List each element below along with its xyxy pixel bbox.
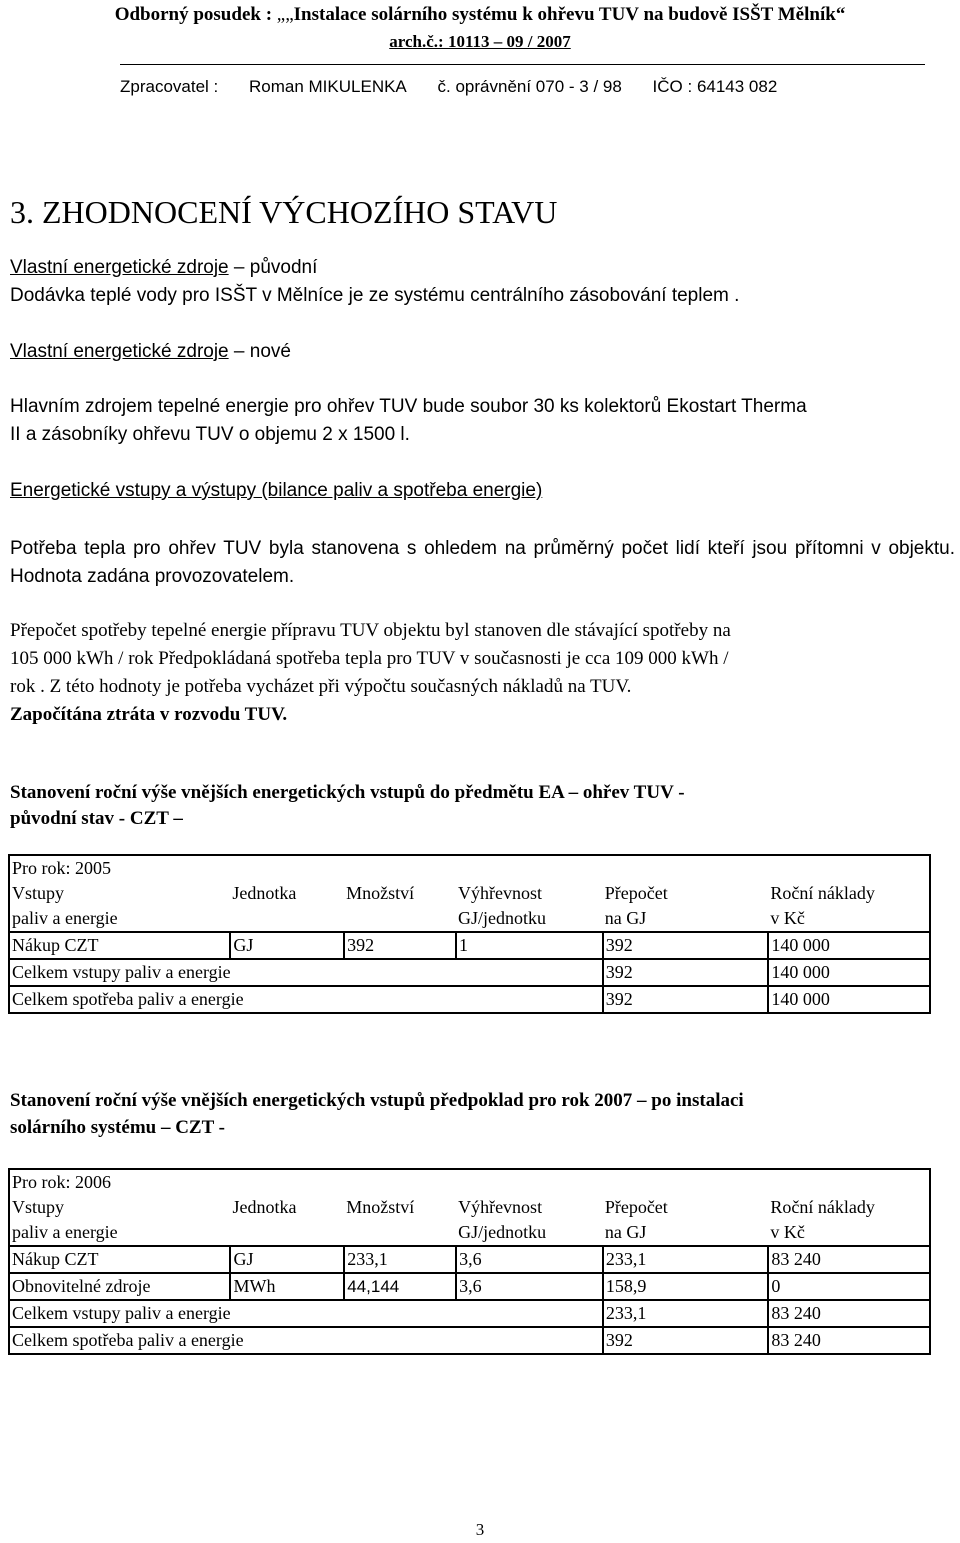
table2-col-conversion: Přepočet na GJ — [604, 1197, 668, 1242]
table-cell: 140 000 — [768, 986, 930, 1013]
sources-original-heading-text: Vlastní energetické zdroje — [10, 257, 229, 278]
table-row — [9, 1327, 930, 1354]
table-cell: 158,9 — [603, 1273, 769, 1300]
table1-heading-line2: původní stav - CZT – — [10, 808, 183, 829]
sources-original-heading — [10, 257, 317, 279]
table-row — [9, 1273, 930, 1300]
sources-new-heading-text: Vlastní energetické zdroje — [10, 341, 229, 362]
table1-col-conversion: Přepočet na GJ — [604, 883, 668, 928]
table-cell: 233,1 — [344, 1246, 456, 1273]
table2-col-calorific: Výhřevnost GJ/jednotku — [458, 1197, 547, 1242]
table-cell: 3,6 — [456, 1246, 603, 1273]
header-author-name: Roman MIKULENKA — [249, 77, 407, 96]
section-title: 3. ZHODNOCENÍ VÝCHOZÍHO STAVU — [10, 194, 558, 230]
energy-balance-heading: Energetické vstupy a výstupy (bilance paliv a spotřeba energie) — [10, 480, 543, 501]
table-cell: Nákup CZT — [9, 932, 230, 959]
table-cell: GJ — [230, 1246, 344, 1273]
table-cell: MWh — [230, 1273, 344, 1300]
table2-year-label: Pro rok: 2006 — [9, 1169, 930, 1195]
table-cell: Celkem vstupy paliv a energie — [9, 1300, 603, 1327]
table-row — [9, 1246, 930, 1273]
table1-header-row — [9, 881, 930, 932]
table1 — [8, 854, 931, 1014]
table-cell: 83 240 — [768, 1327, 930, 1354]
table2-col-annual-cost: Roční náklady v Kč — [768, 1195, 930, 1246]
table2-header-row — [9, 1195, 930, 1246]
table-row — [9, 932, 930, 959]
energy-balance-paragraph2-line1: Přepočet spotřeby tepelné energie přípravu TUV objektu byl stanoven dle stávající spotřeby na — [10, 620, 731, 641]
energy-balance-paragraph2-bold: Započítána ztráta v rozvodu TUV. — [10, 704, 288, 725]
page-number: 3 — [475, 1520, 485, 1539]
table1-year-row — [9, 855, 930, 881]
header-title-quote: „„ — [276, 4, 294, 25]
table-cell: Celkem spotřeba paliv a energie — [9, 1327, 603, 1354]
header-author-label: Zpracovatel : — [120, 77, 219, 96]
sources-new-text-line2: II a zásobníky ohřevu TUV o objemu 2 x 1500 l. — [10, 424, 410, 445]
table-cell: 392 — [603, 986, 769, 1013]
table-cell: 140 000 — [768, 932, 930, 959]
table-cell: Obnovitelné zdroje — [9, 1273, 230, 1300]
table-cell: Celkem spotřeba paliv a energie — [9, 986, 603, 1013]
table1-col-calorific: Výhřevnost GJ/jednotku — [457, 883, 546, 928]
table-cell: 3,6 — [456, 1273, 603, 1300]
sources-original-text: Dodávka teplé vody pro ISŠT v Mělníce je ze systému centrálního zásobování teplem . — [10, 285, 740, 306]
header-title-suffix: “ — [835, 4, 846, 25]
energy-balance-paragraph2-line3: rok . Z této hodnoty je potřeba vycházet při výpočtu současných nákladů na TUV. — [10, 676, 632, 697]
header-license-number: č. oprávnění 070 - 3 / 98 — [437, 77, 622, 96]
header-ico: IČO : 64143 082 — [652, 77, 778, 96]
header-author-line — [120, 77, 803, 97]
table-cell: 1 — [456, 932, 603, 959]
table-cell: 233,1 — [603, 1246, 769, 1273]
table-cell: 392 — [603, 1327, 769, 1354]
header-title-main: Instalace solárního systému k ohřevu TUV na budově ISŠT Mělník — [293, 4, 836, 25]
sources-new-heading-suffix: – nové — [233, 341, 291, 362]
table-cell: 392 — [344, 932, 456, 959]
table2-heading-line2: solárního systému – CZT - — [10, 1117, 226, 1138]
sources-new-heading — [10, 341, 291, 363]
table1-col-unit: Jednotka — [232, 883, 297, 903]
header-arch-number: arch.č.: 10113 – 09 / 2007 — [389, 32, 571, 51]
sources-original-heading-suffix: – původní — [233, 257, 318, 278]
table2-col-unit: Jednotka — [232, 1197, 297, 1217]
table-cell: Celkem vstupy paliv a energie — [9, 959, 603, 986]
table-cell: 392 — [603, 932, 769, 959]
table2-col-quantity: Množství — [346, 1197, 415, 1217]
table-cell: GJ — [230, 932, 344, 959]
table1-col-annual-cost: Roční náklady v Kč — [768, 881, 930, 932]
header-title-prefix: Odborný posudek : — [114, 4, 273, 25]
table2 — [8, 1168, 931, 1355]
table1-col-inputs: Vstupy paliv a energie — [9, 881, 230, 932]
table1-year-label: Pro rok: 2005 — [9, 855, 930, 881]
table-cell: 233,1 — [603, 1300, 769, 1327]
header-divider — [120, 64, 925, 65]
sources-new-text-line1: Hlavním zdrojem tepelné energie pro ohřev TUV bude soubor 30 ks kolektorů Ekostart Therma — [10, 396, 807, 417]
table2-year-row — [9, 1169, 930, 1195]
table2-heading-line1: Stanovení roční výše vnějších energetických vstupů předpoklad pro rok 2007 – po instalaci — [10, 1090, 744, 1111]
document-header-title — [0, 4, 960, 26]
table-cell: 392 — [603, 959, 769, 986]
table-cell: Nákup CZT — [9, 1246, 230, 1273]
table-cell: 83 240 — [768, 1246, 930, 1273]
table1-col-quantity: Množství — [346, 883, 415, 903]
table2-col-inputs: Vstupy paliv a energie — [9, 1195, 230, 1246]
table-row — [9, 986, 930, 1013]
energy-balance-paragraph1: Potřeba tepla pro ohřev TUV byla stanovena s ohledem na průměrný počet lidí kteří jsou přítomni v objektu. Hodnota zadána provozovatelem. — [10, 538, 955, 587]
energy-balance-paragraph2-line2: 105 000 kWh / rok Předpokládaná spotřeba tepla pro TUV v současnosti je cca 109 000 kWh / — [10, 648, 729, 669]
table-cell: 44,144 — [344, 1273, 456, 1300]
table1-heading-line1: Stanovení roční výše vnějších energetických vstupů do předmětu EA – ohřev TUV - — [10, 782, 685, 803]
table-cell: 83 240 — [768, 1300, 930, 1327]
table-row — [9, 1300, 930, 1327]
table-row — [9, 959, 930, 986]
table-cell: 0 — [768, 1273, 930, 1300]
table-cell: 140 000 — [768, 959, 930, 986]
